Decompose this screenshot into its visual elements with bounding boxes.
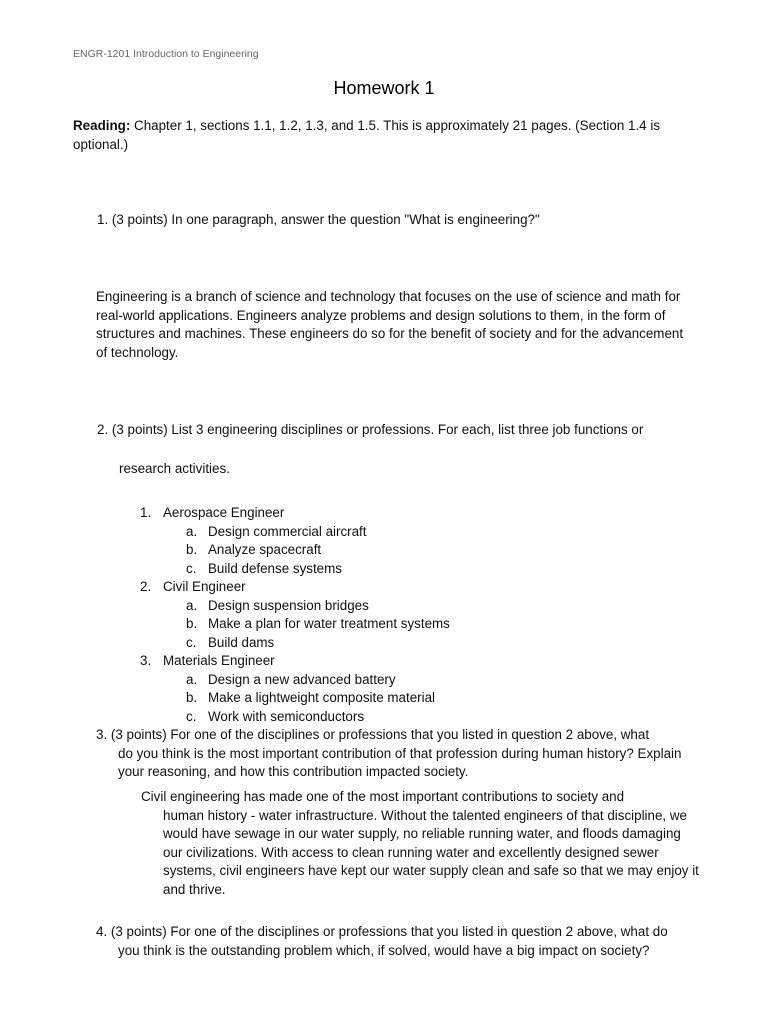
reading-assignment: [73, 117, 673, 154]
list-subitem: Design a new advanced battery: [208, 671, 396, 687]
list-item-number: 3.: [140, 653, 152, 668]
reading-label: Reading:: [73, 118, 131, 133]
list-subitem: Design suspension bridges: [208, 597, 369, 613]
question-3-continuation: do you think is the most important contribution of that profession during human history? Explain your reasoning, and how this contribution impacted society.: [118, 745, 682, 780]
list-subitem: Analyze spacecraft: [208, 542, 322, 557]
list-subitem: Design commercial aircraft: [208, 523, 367, 539]
list-subitem-letter: b.: [186, 542, 198, 557]
question-2-line-2: research activities.: [119, 461, 230, 476]
question-4: [96, 923, 706, 960]
question-1: 1. (3 points) In one paragraph, answer the question "What is engineering?": [97, 212, 540, 227]
course-header: ENGR-1201 Introduction to Engineering: [73, 48, 259, 60]
reading-text: Chapter 1, sections 1.1, 1.2, 1.3, and 1.5. This is approximately 21 pages. (Section 1.4 is optional.): [73, 118, 661, 152]
list-subitem-letter: a.: [186, 671, 198, 687]
list-subitem: Build defense systems: [208, 560, 342, 576]
answer-3-first-line: Civil engineering has made one of the most important contributions to society and: [141, 789, 625, 804]
list-subitem-letter: b.: [186, 690, 198, 705]
answer-3: [141, 788, 701, 900]
list-subitem: Work with semiconductors: [208, 708, 365, 724]
list-subitem-letter: c.: [186, 708, 197, 724]
page-title: Homework 1: [333, 78, 435, 98]
list-subitem-letter: c.: [186, 560, 197, 576]
list-item-number: 1.: [140, 505, 152, 520]
list-item-discipline: Materials Engineer: [163, 653, 275, 668]
list-subitem-letter: b.: [186, 616, 198, 631]
question-2-line-1: 2. (3 points) List 3 engineering disciplines or professions. For each, list three job functions or: [97, 422, 644, 437]
question-4-continuation: you think is the outstanding problem which, if solved, would have a big impact on society?: [118, 942, 650, 958]
list-subitem: Make a plan for water treatment systems: [208, 616, 450, 631]
list-item-discipline: Civil Engineer: [163, 579, 246, 594]
question-4-first-line: 4. (3 points) For one of the disciplines or professions that you listed in question 2 above, what do: [96, 924, 668, 939]
answer-1: Engineering is a branch of science and technology that focuses on the use of science and math for real-world applications. Engineers analyze problems and design solutions to them, in the form of structures and machines. These engineers do so for the benefit of society and for the advancement of technology.: [96, 289, 684, 360]
list-subitem-letter: c.: [186, 634, 197, 650]
question-3-first-line: 3. (3 points) For one of the disciplines or professions that you listed in question 2 above, what: [96, 727, 650, 742]
list-subitem-letter: a.: [186, 597, 198, 613]
list-item-discipline: Aerospace Engineer: [163, 505, 285, 520]
answer-3-continuation: human history - water infrastructure. Without the talented engineers of that discipline, we would have sewage in our water supply, no reliable running water, and floods damaging our civilizations. With access to clean running water and excellently designed sewer systems, civil engineers have kept our water supply clean and safe so that we may enjoy it and thrive.: [163, 807, 699, 897]
list-subitem: Build dams: [208, 634, 275, 650]
question-3: [96, 726, 696, 782]
list-item-number: 2.: [140, 579, 152, 594]
list-subitem: Make a lightweight composite material: [208, 690, 436, 705]
list-subitem-letter: a.: [186, 523, 198, 539]
